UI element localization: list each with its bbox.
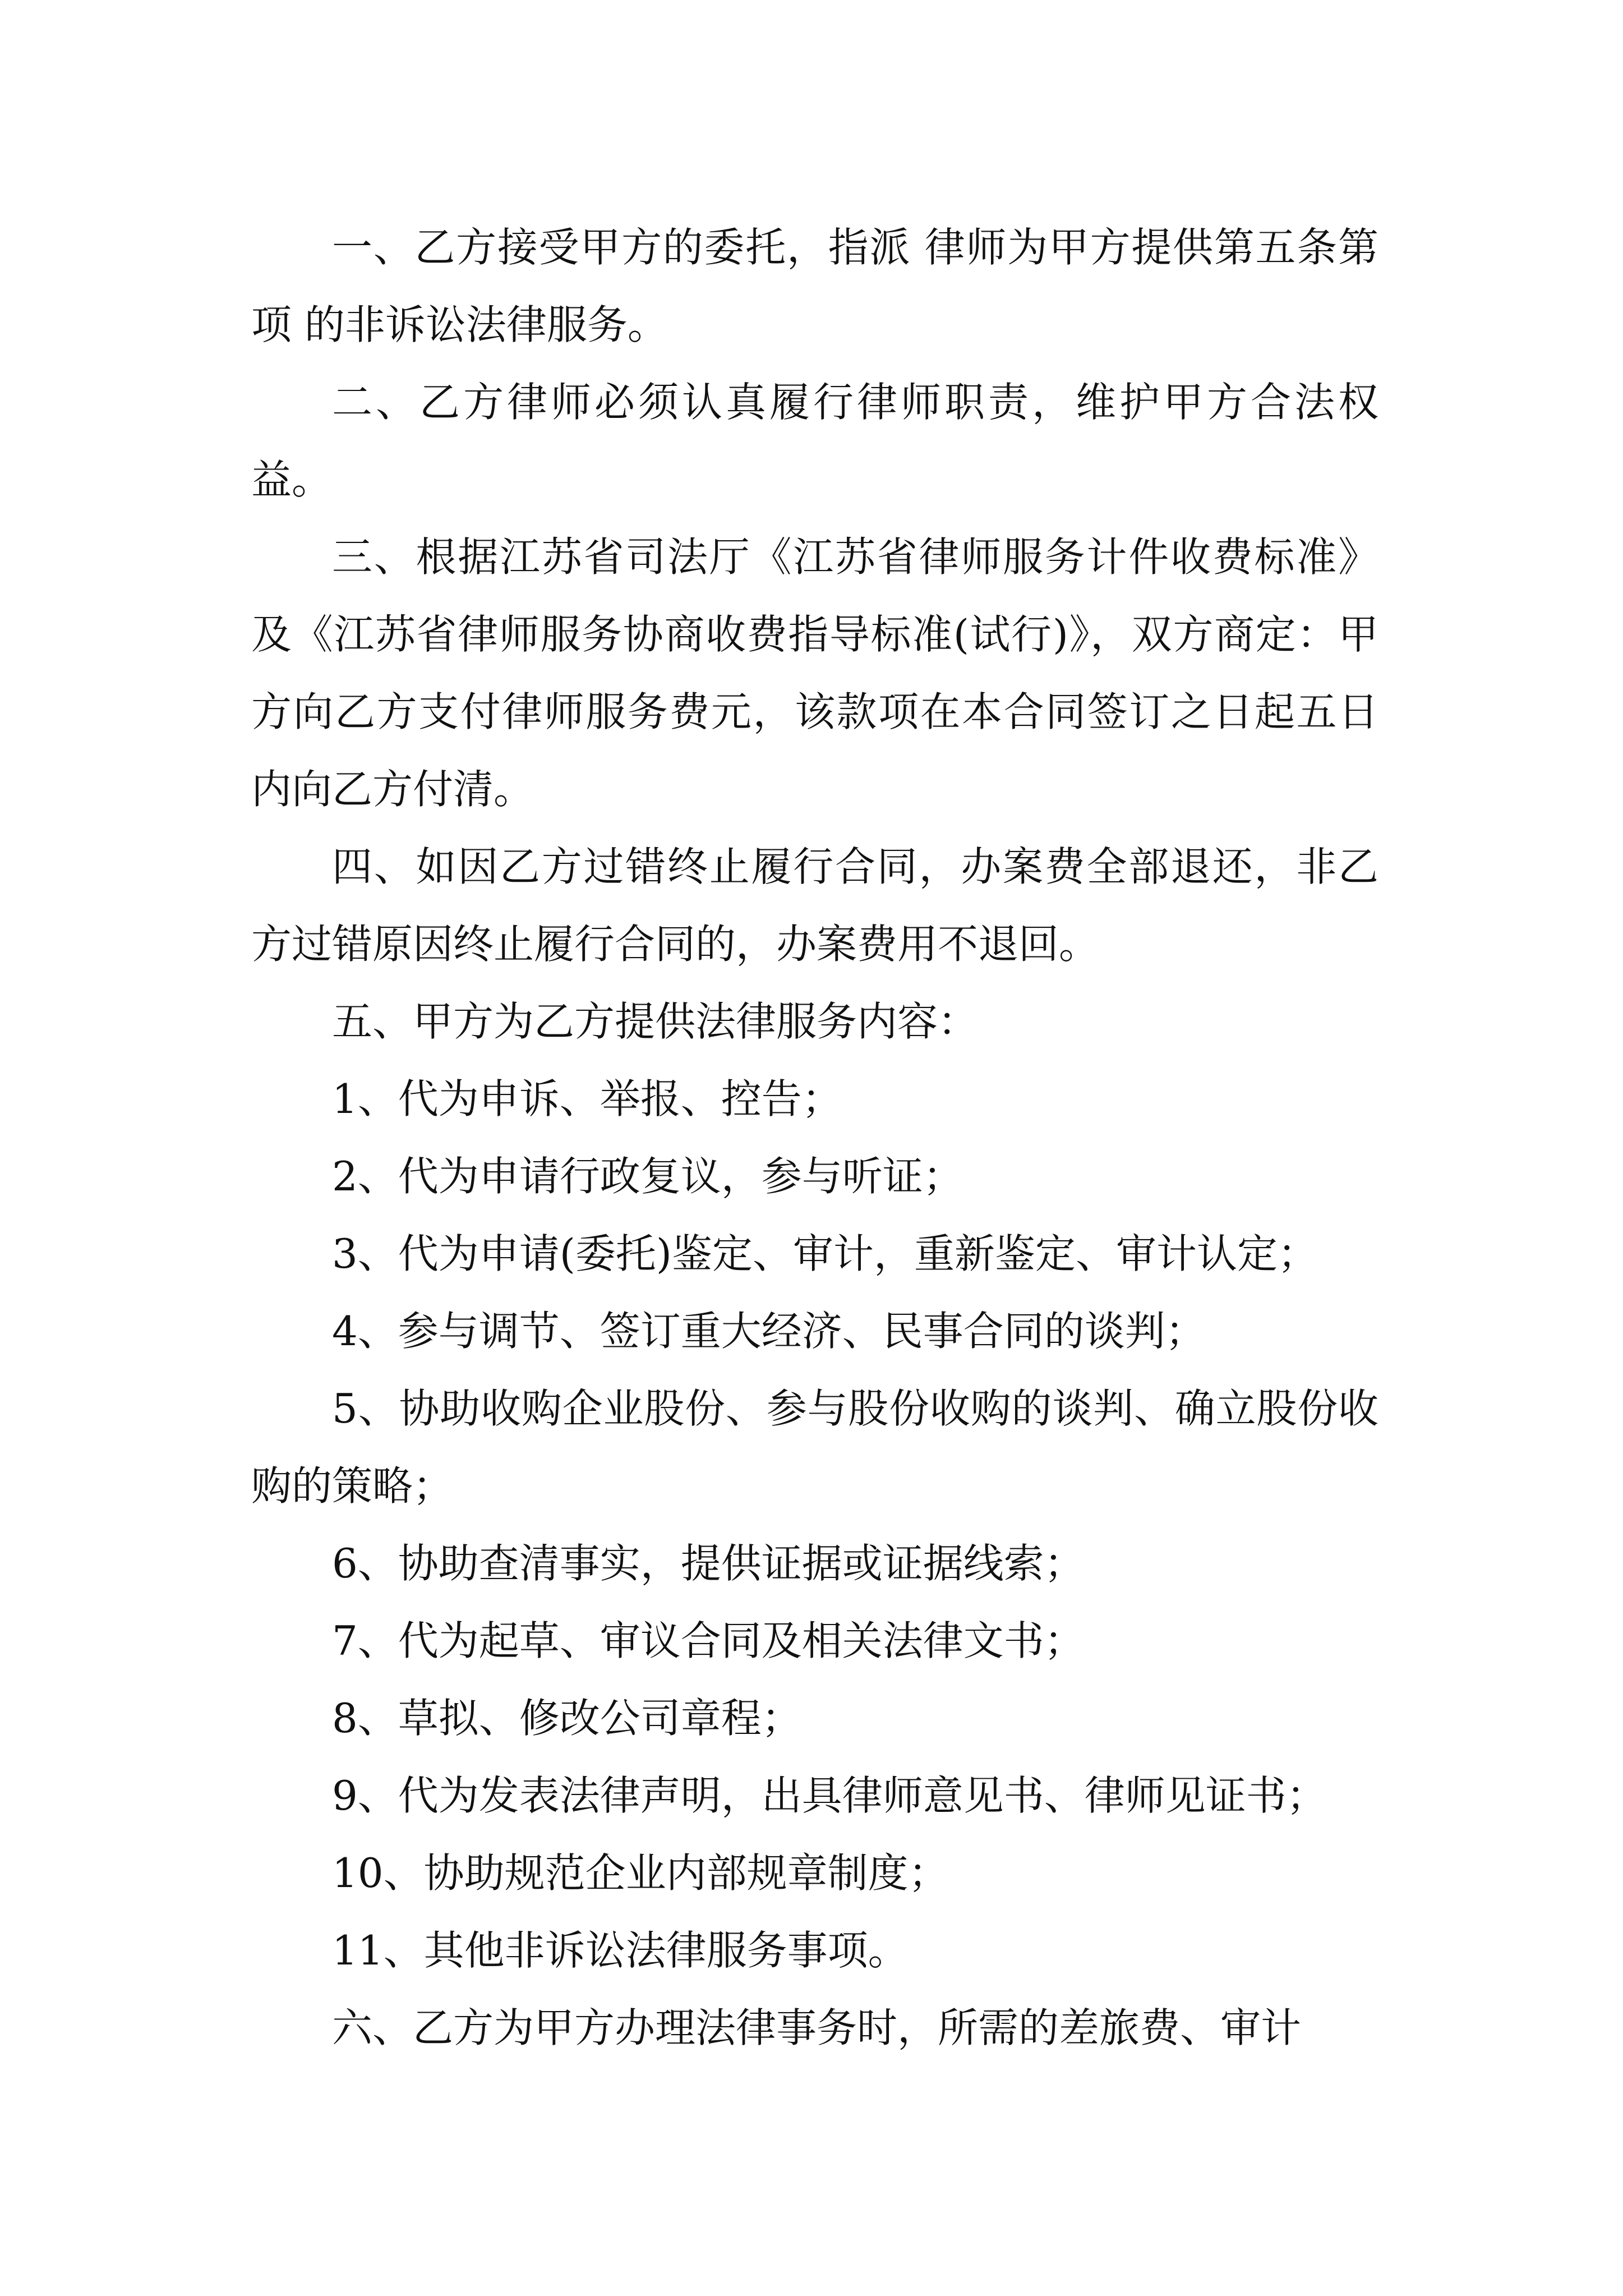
document-body: [251, 209, 1378, 2067]
clause-6: 六、乙方为甲方办理法律事务时，所需的差旅费、审计: [332, 2004, 1302, 2051]
clause-3: 三、根据江苏省司法厅《江苏省律师服务计件收费标准》及《江苏省律师服务协商收费指导标准(试行)》，双方商定：甲方向乙方支付律师服务费元，该款项在本合同签订之日起五日内向乙方付清。: [251, 533, 1378, 813]
clause-4: 四、如因乙方过错终止履行合同，办案费全部退还，非乙方过错原因终止履行合同的，办案费用不退回。: [251, 843, 1378, 968]
clause-2: 二、乙方律师必须认真履行律师职责，维护甲方合法权益。: [251, 379, 1378, 503]
service-item-10: 10、协助规范企业内部规章制度；: [332, 1849, 949, 1897]
service-item-8: 8、草拟、修改公司章程；: [332, 1695, 802, 1742]
clause-1: 一、乙方接受甲方的委托，指派 律师为甲方提供第五条第 项 的非诉讼法律服务。: [251, 224, 1378, 348]
service-item-7: 7、代为起草、审议合同及相关法律文书；: [332, 1617, 1085, 1664]
clause-5-heading: 五、甲方为乙方提供法律服务内容：: [332, 998, 979, 1045]
service-item-9: 9、代为发表法律声明，出具律师意见书、律师见证书；: [332, 1772, 1327, 1819]
service-item-3: 3、代为申请(委托)鉴定、审计，重新鉴定、审计认定；: [332, 1230, 1318, 1277]
service-item-2: 2、代为申请行政复议，参与听证；: [332, 1153, 963, 1200]
service-item-1: 1、代为申诉、举报、控告；: [332, 1075, 842, 1122]
service-item-5: 5、协助收购企业股份、参与股份收购的谈判、确立股份收购的策略；: [251, 1385, 1378, 1510]
service-item-11: 11、其他非诉讼法律服务事项。: [332, 1927, 909, 1974]
service-item-4: 4、参与调节、签订重大经济、民事合同的谈判；: [332, 1308, 1206, 1355]
service-item-6: 6、协助查清事实，提供证据或证据线索；: [332, 1540, 1085, 1587]
